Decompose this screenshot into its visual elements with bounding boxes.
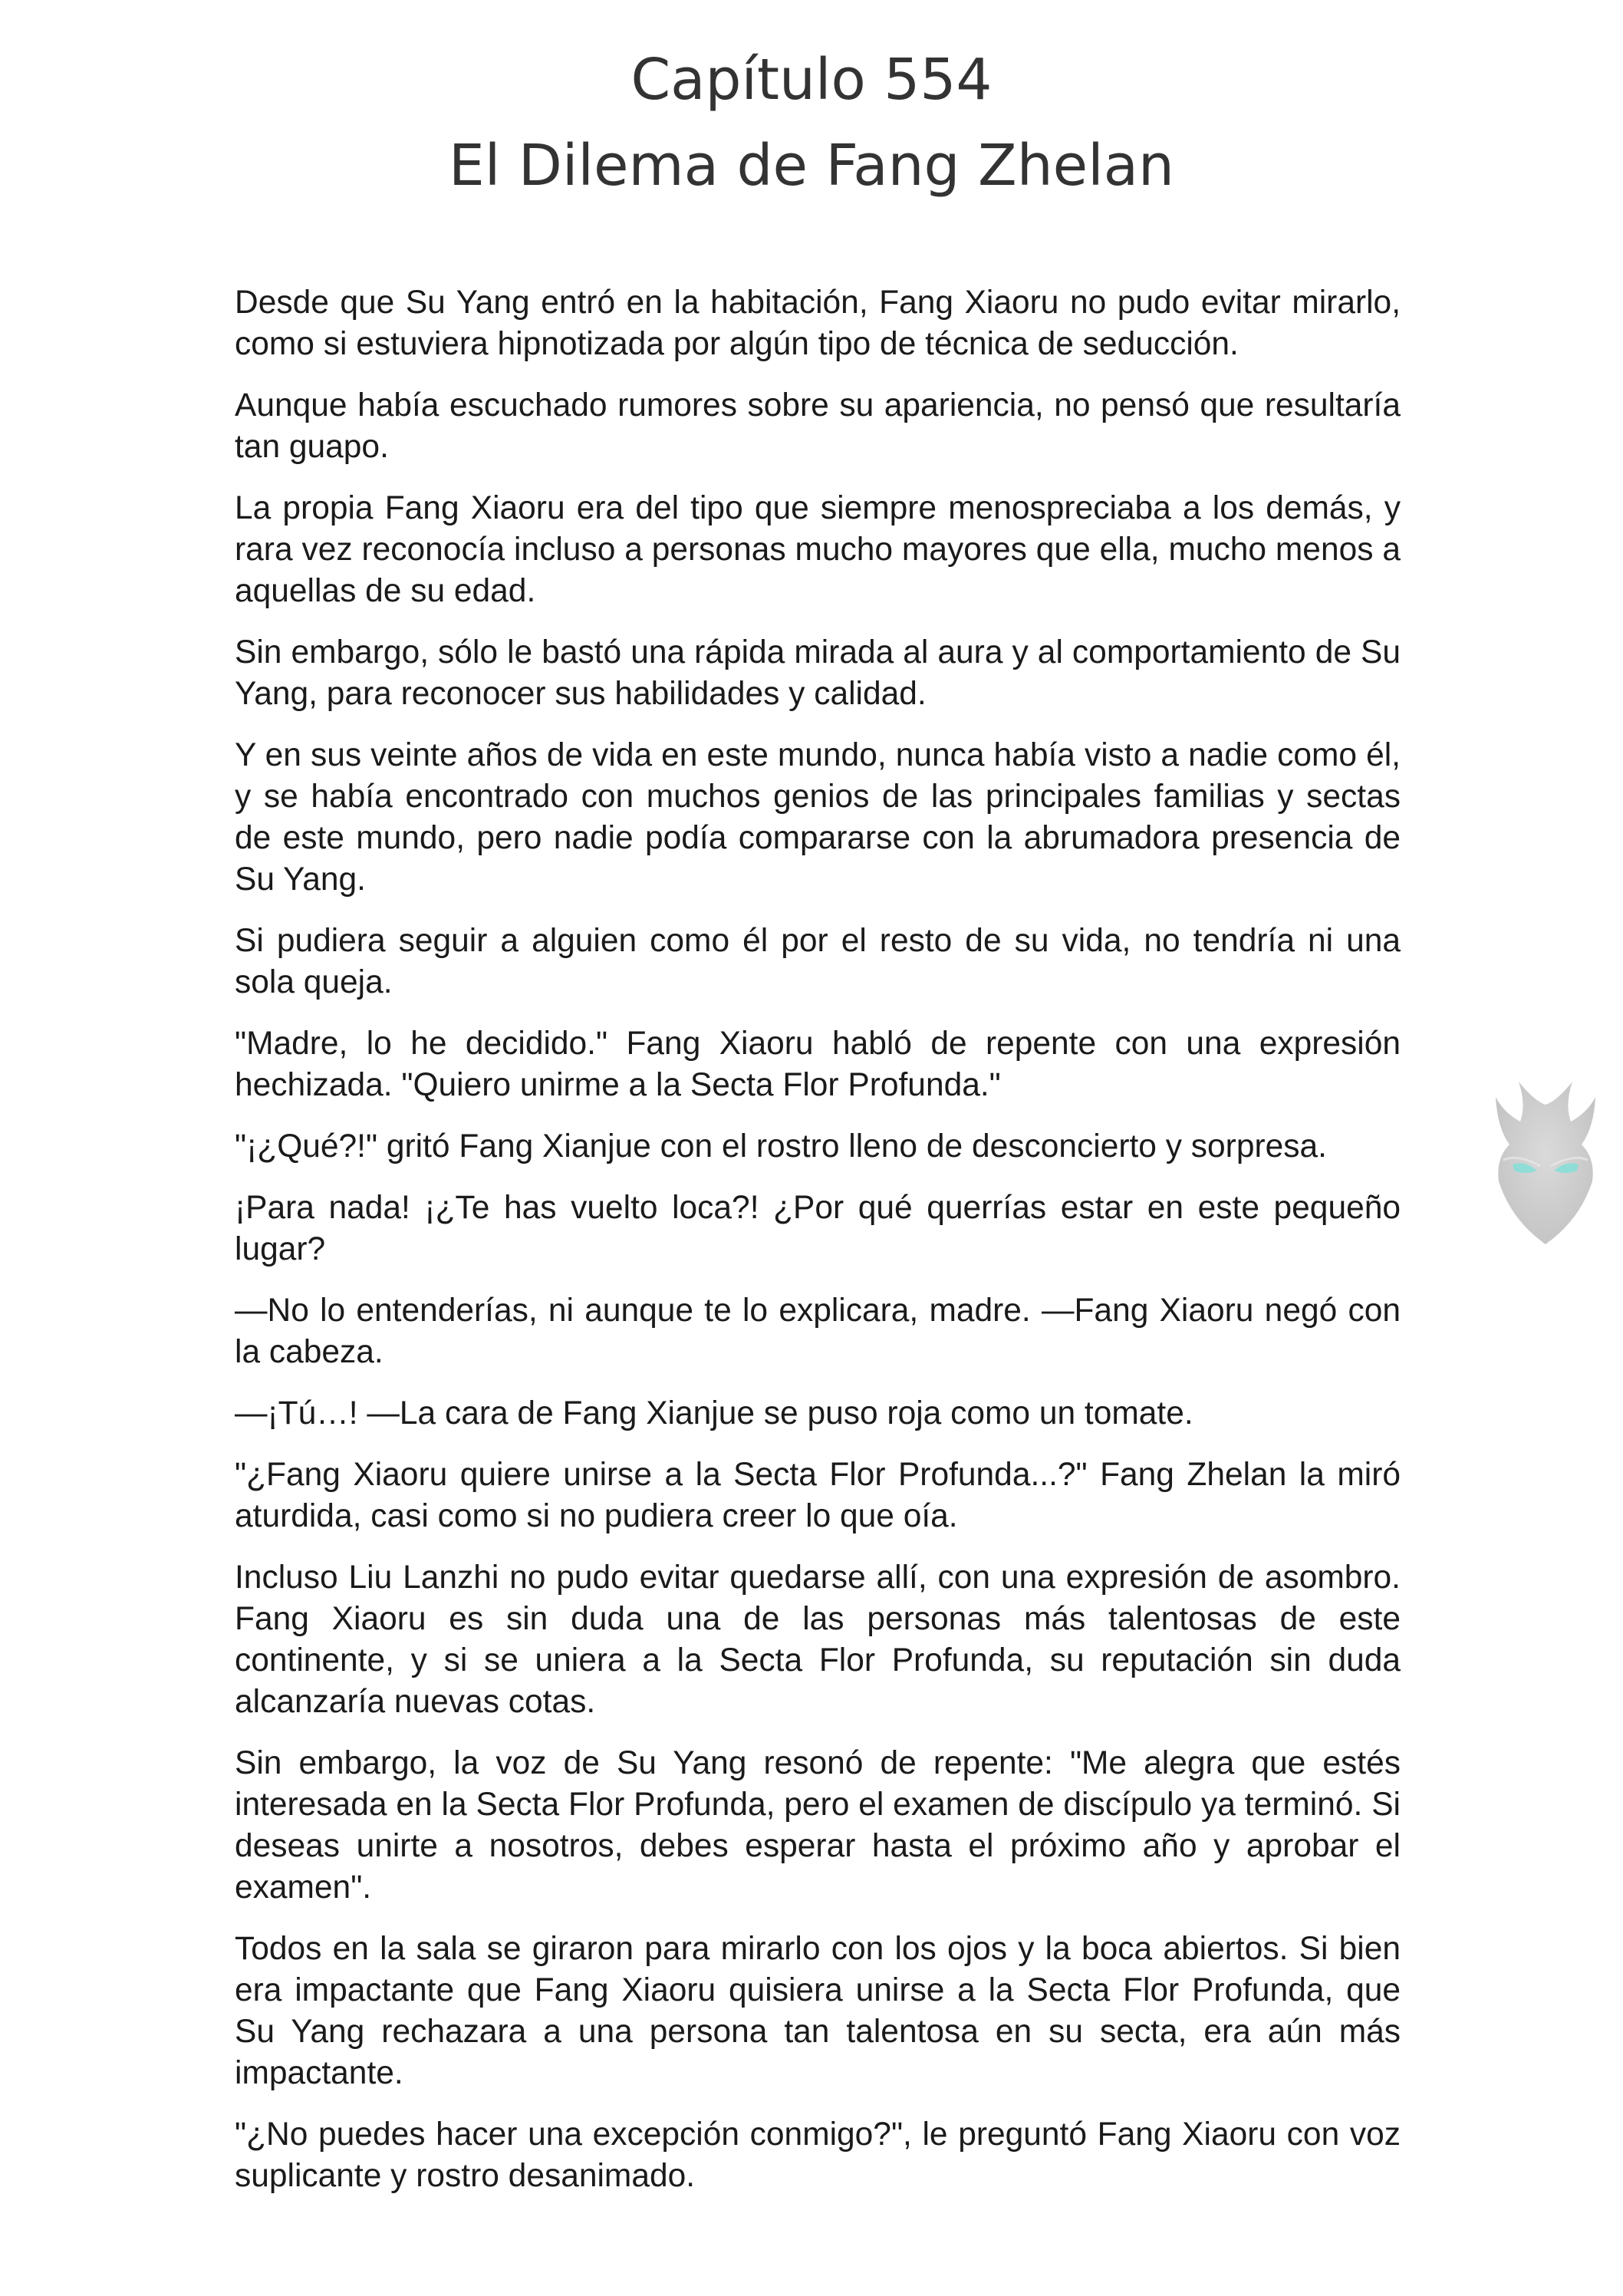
chapter-body [235,282,1401,2217]
chapter-heading [0,37,1623,209]
paragraph: —No lo entenderías, ni aunque te lo explicara, madre. —Fang Xiaoru negó con la cabeza. [235,1293,1401,1370]
paragraph: Aunque había escuchado rumores sobre su apariencia, no pensó que resultaría tan guapo. [235,387,1401,465]
paragraph: Desde que Su Yang entró en la habitación, Fang Xiaoru no pudo evitar mirarlo, como si estuviera hipnotizada por algún tipo de técnica de seducción. [235,285,1401,362]
demon-head-icon [1473,1074,1618,1250]
paragraph: Sin embargo, sólo le bastó una rápida mirada al aura y al comportamiento de Su Yang, para reconocer sus habilidades y calidad. [235,634,1401,712]
paragraph: La propia Fang Xiaoru era del tipo que siempre menospreciaba a los demás, y rara vez reconocía incluso a personas mucho mayores que ella, mucho menos a aquellas de su edad. [235,490,1401,609]
paragraph: Sin embargo, la voz de Su Yang resonó de repente: "Me alegra que estés interesada en la Secta Flor Profunda, pero el examen de discípulo ya terminó. Si deseas unirte a nosotros, debes esperar hasta el próximo año y aprobar el examen". [235,1745,1401,1906]
paragraph: ¡Para nada! ¡¿Te has vuelto loca?! ¿Por qué querrías estar en este pequeño lugar? [235,1190,1401,1267]
paragraph: "Madre, lo he decidido." Fang Xiaoru habló de repente con una expresión hechizada. "Quiero unirme a la Secta Flor Profunda." [235,1026,1401,1103]
paragraph: Si pudiera seguir a alguien como él por el resto de su vida, no tendría ni una sola queja. [235,923,1401,1000]
chapter-number: Capítulo 554 [630,47,993,113]
paragraph: Y en sus veinte años de vida en este mundo, nunca había visto a nadie como él, y se había encontrado con muchos genios de las principales familias y sectas de este mundo, pero nadie podía compararse con la abrumadora presencia de Su Yang. [235,737,1401,898]
paragraph: Incluso Liu Lanzhi no pudo evitar quedarse allí, con una expresión de asombro. Fang Xiaoru es sin duda una de las personas más talentosas de este continente, y si se uniera a la Secta Flor Profunda, su reputación sin duda alcanzaría nuevas cotas. [235,1560,1401,1720]
chapter-title: El Dilema de Fang Zhelan [449,133,1174,199]
paragraph: "¡¿Qué?!" gritó Fang Xianjue con el rostro lleno de desconcierto y sorpresa. [235,1128,1327,1164]
paragraph: "¿No puedes hacer una excepción conmigo?", le preguntó Fang Xiaoru con voz suplicante y rostro desanimado. [235,2116,1401,2194]
paragraph: —¡Tú…! —La cara de Fang Xianjue se puso roja como un tomate. [235,1395,1193,1431]
paragraph: "¿Fang Xiaoru quiere unirse a la Secta Flor Profunda...?" Fang Zhelan la miró aturdida, casi como si no pudiera creer lo que oía. [235,1457,1401,1534]
paragraph: Todos en la sala se giraron para mirarlo con los ojos y la boca abiertos. Si bien era impactante que Fang Xiaoru quisiera unirse a la Secta Flor Profunda, que Su Yang rechazara a una persona tan talentosa en su secta, era aún más impactante. [235,1931,1401,2091]
